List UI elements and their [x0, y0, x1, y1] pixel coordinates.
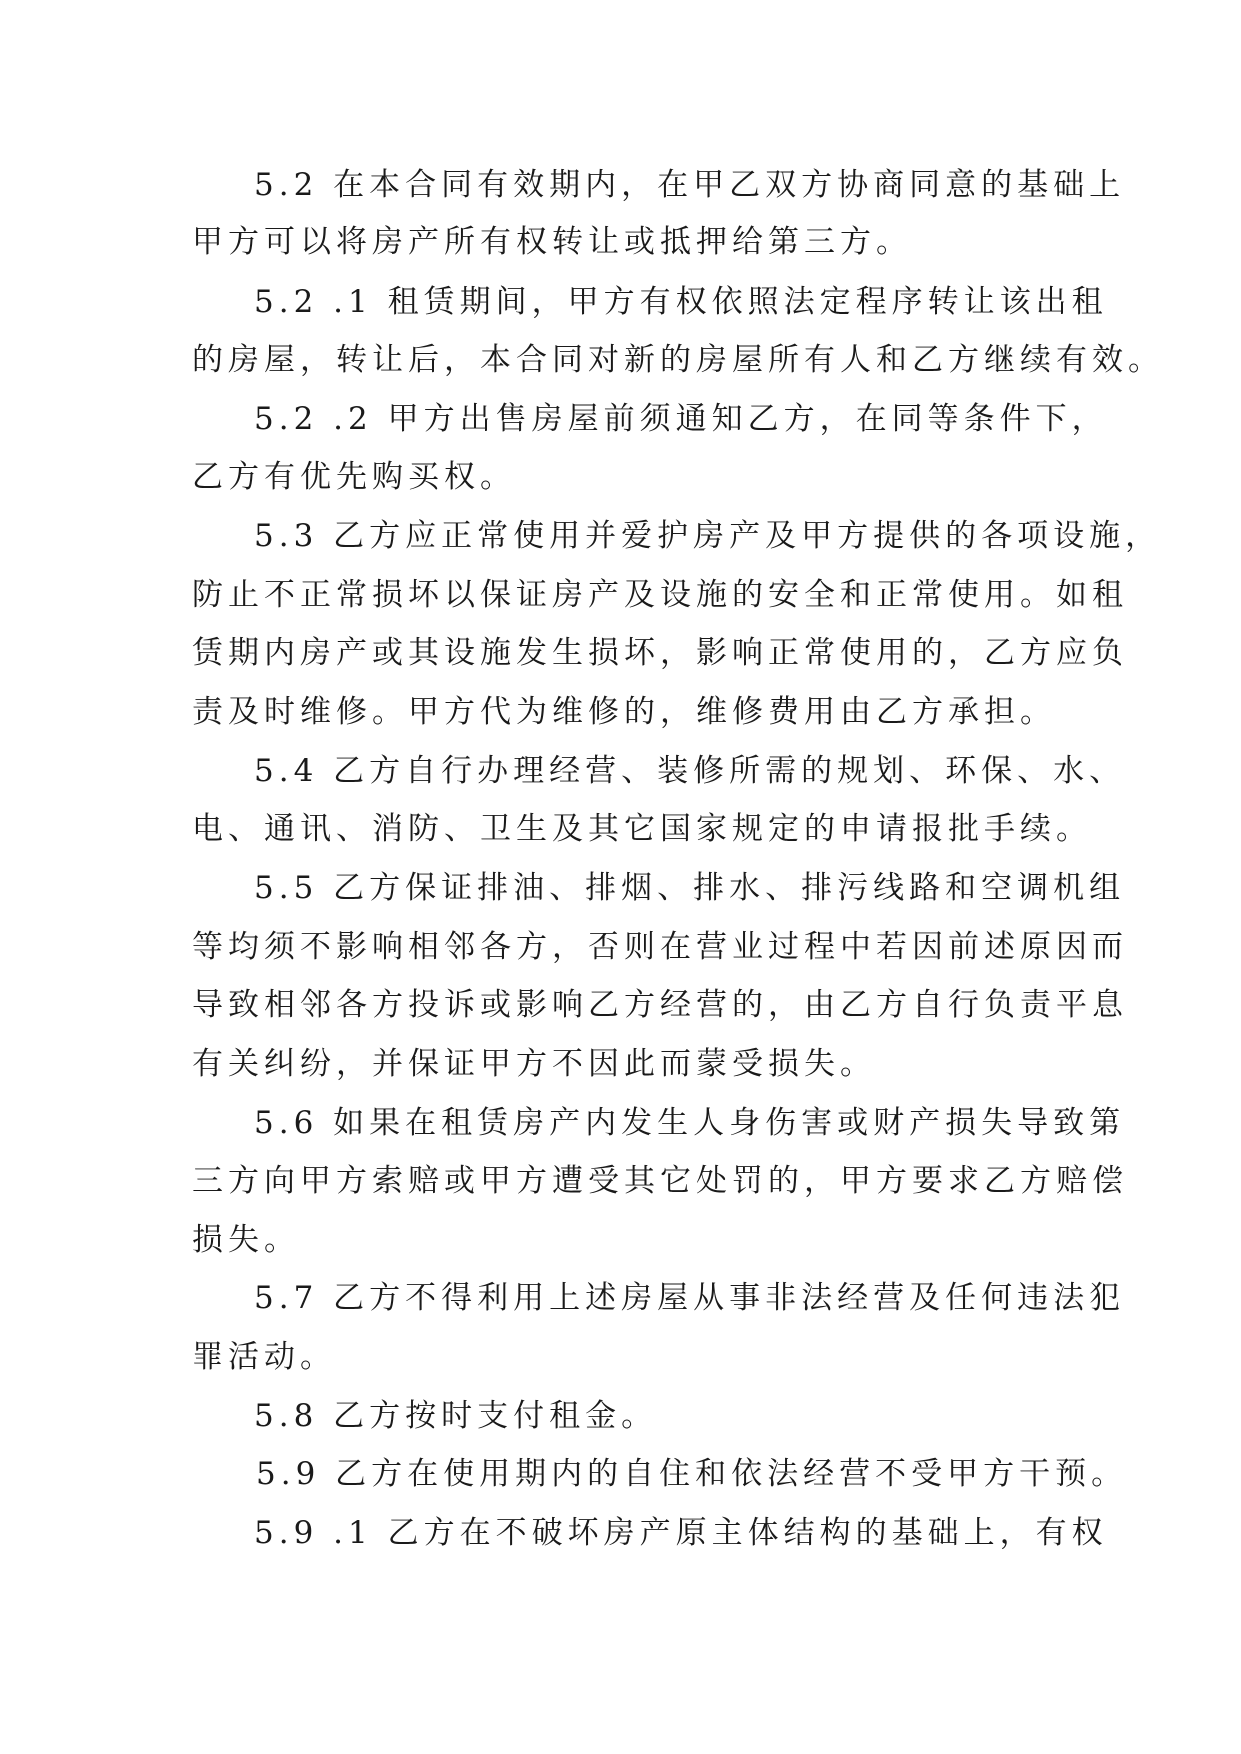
text-line: 有关纠纷，并保证甲方不因此而蒙受损失。 — [192, 1046, 876, 1082]
text-line: 5.2 在本合同有效期内，在甲乙双方协商同意的基础上 — [254, 167, 1126, 203]
text-line: 电、通讯、消防、卫生及其它国家规定的申请报批手续。 — [192, 811, 1092, 847]
text-line: 的房屋，转让后，本合同对新的房屋所有人和乙方继续有效。 — [192, 342, 1164, 378]
text-line: 赁期内房产或其设施发生损坏，影响正常使用的，乙方应负 — [192, 635, 1128, 671]
text-line: 甲方可以将房产所有权转让或抵押给第三方。 — [192, 224, 912, 260]
text-line: 等均须不影响相邻各方，否则在营业过程中若因前述原因而 — [192, 929, 1128, 965]
text-line: 5.7 乙方不得利用上述房屋从事非法经营及任何违法犯 — [254, 1280, 1126, 1316]
text-line: 三方向甲方索赔或甲方遭受其它处罚的，甲方要求乙方赔偿 — [192, 1163, 1128, 1199]
text-line: 防止不正常损坏以保证房产及设施的安全和正常使用。如租 — [192, 577, 1128, 613]
text-line: 5.9 .1 乙方在不破坏房产原主体结构的基础上，有权 — [254, 1515, 1108, 1551]
text-line: 责及时维修。甲方代为维修的，维修费用由乙方承担。 — [192, 694, 1056, 730]
text-line: 罪活动。 — [192, 1339, 336, 1375]
text-line: 5.9 乙方在使用期内的自住和依法经营不受甲方干预。 — [256, 1456, 1128, 1492]
text-line: 5.2 .1 租赁期间，甲方有权依照法定程序转让该出租 — [254, 284, 1108, 320]
text-line: 损失。 — [192, 1222, 300, 1258]
text-line: 5.3 乙方应正常使用并爱护房产及甲方提供的各项设施， — [254, 518, 1162, 554]
text-line: 5.2 .2 甲方出售房屋前须通知乙方，在同等条件下， — [254, 401, 1108, 437]
text-line: 5.5 乙方保证排油、排烟、排水、排污线路和空调机组 — [254, 870, 1126, 906]
text-line: 5.6 如果在租赁房产内发生人身伤害或财产损失导致第 — [254, 1105, 1126, 1141]
text-line: 乙方有优先购买权。 — [192, 459, 516, 495]
text-line: 5.4 乙方自行办理经营、装修所需的规划、环保、水、 — [254, 753, 1126, 789]
text-line: 5.8 乙方按时支付租金。 — [254, 1398, 658, 1434]
text-line: 导致相邻各方投诉或影响乙方经营的，由乙方自行负责平息 — [192, 987, 1128, 1023]
